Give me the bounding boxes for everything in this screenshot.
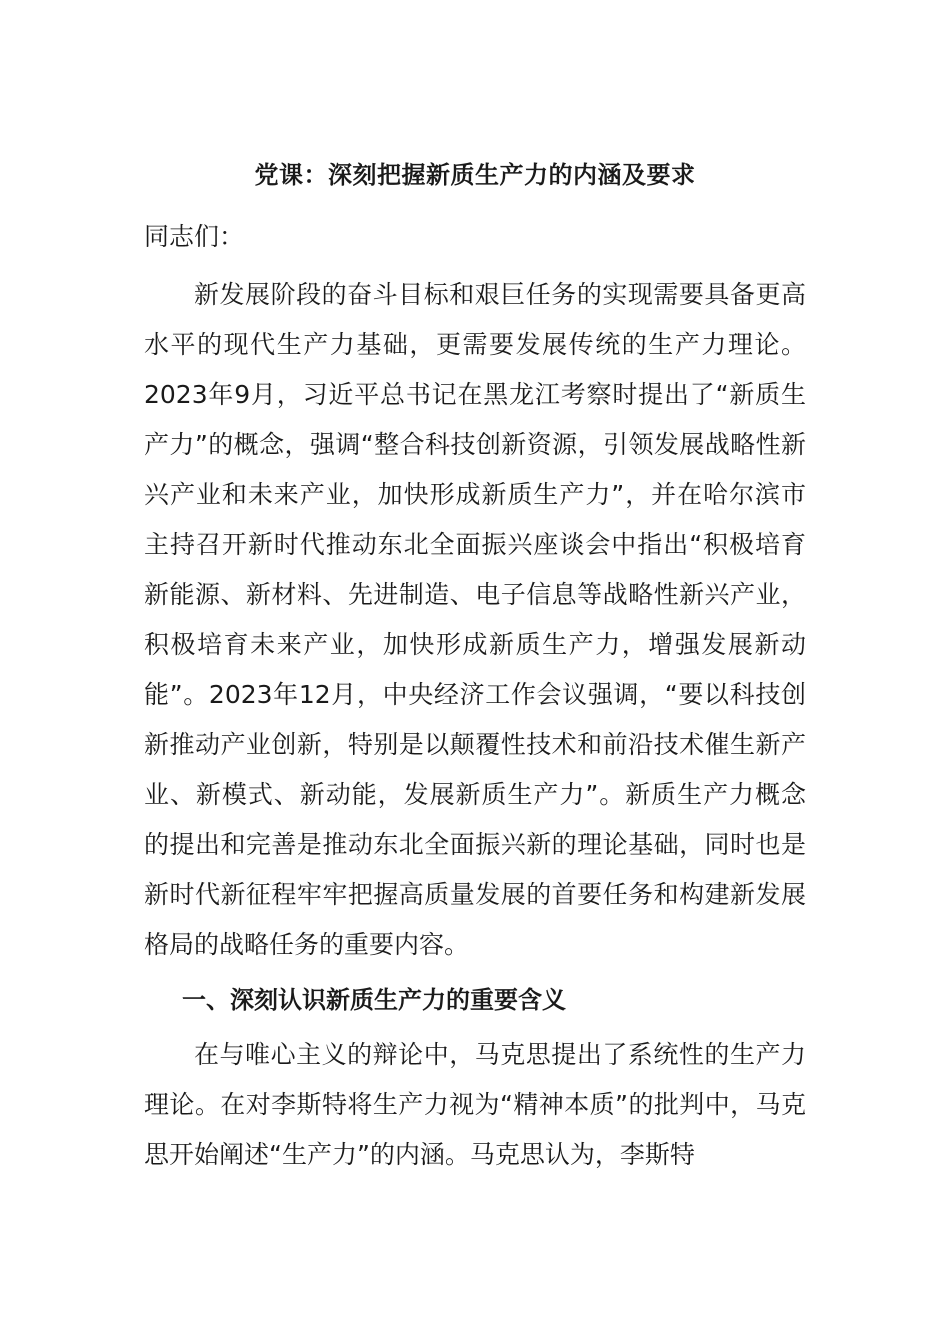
- salutation: 同志们：: [144, 222, 245, 251]
- paragraph-section-1: 在与唯心主义的辩论中，马克思提出了系统性的生产力理论。在对李斯特将生产力视为“精神本质”的批判中，马克思开始阐述“生产力”的内涵。马克思认为，李斯特: [144, 1040, 806, 1169]
- document-title: 党课：深刻把握新质生产力的内涵及要求: [254, 161, 696, 189]
- paragraph-intro: 新发展阶段的奋斗目标和艰巨任务的实现需要具备更高水平的现代生产力基础，更需要发展传统的生产力理论。2023年9月，习近平总书记在黑龙江考察时提出了“新质生产力”的概念，强调“整合科技创新资源，引领发展战略性新兴产业和未来产业，加快形成新质生产力”，并在哈尔滨市主持召开新时代推动东北全面振兴座谈会中指出“积极培育新能源、新材料、先进制造、电子信息等战略性新兴产业，积极培育未来产业，加快形成新质生产力，增强发展新动能”。2023年12月，中央经济工作会议强调，“要以科技创新推动产业创新，特别是以颠覆性技术和前沿技术催生新产业、新模式、新动能，发展新质生产力”。新质生产力概念的提出和完善是推动东北全面振兴新的理论基础，同时也是新时代新征程牢牢把握高质量发展的首要任务和构建新发展格局的战略任务的重要内容。: [144, 280, 806, 959]
- section-heading-1: 一、深刻认识新质生产力的重要含义: [182, 986, 566, 1014]
